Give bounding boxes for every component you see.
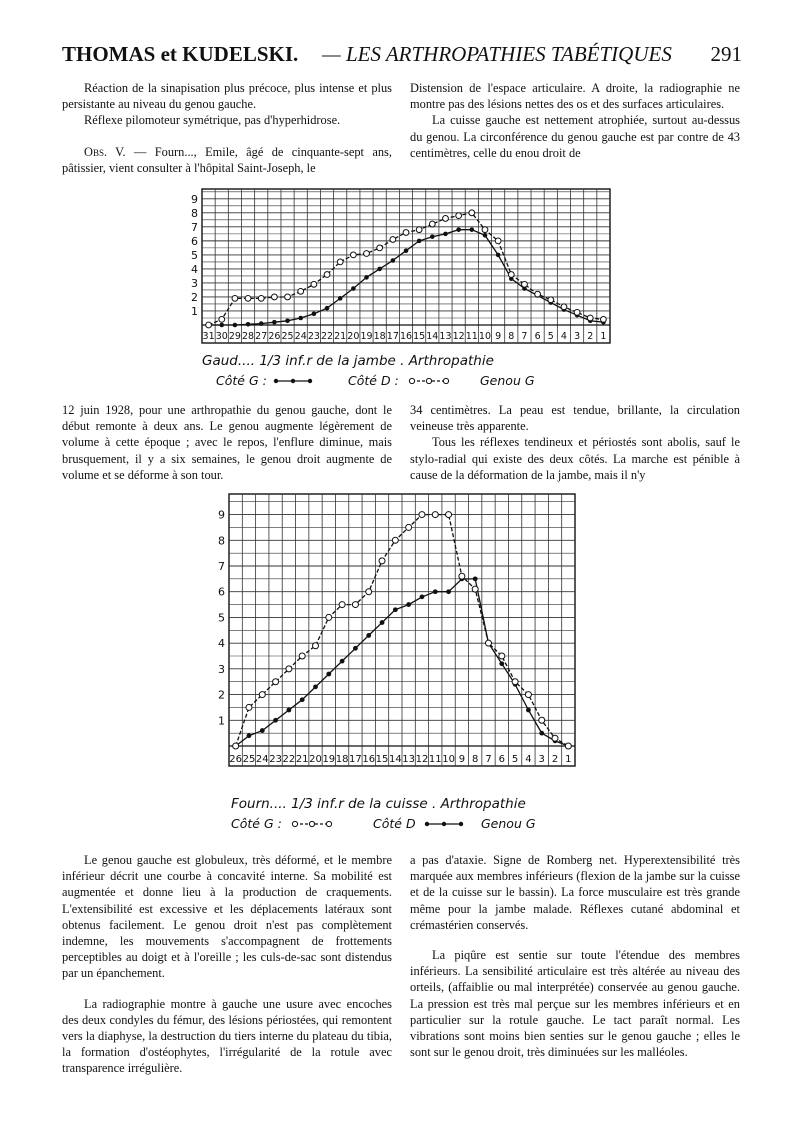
legend-marker-open <box>326 821 331 826</box>
data-point-open <box>499 653 505 659</box>
y-tick-label: 8 <box>218 534 225 548</box>
data-point-filled <box>404 248 409 253</box>
y-tick-label: 7 <box>191 220 198 234</box>
data-point-filled <box>340 659 345 664</box>
data-point-open <box>259 692 265 698</box>
x-tick-label: 7 <box>485 754 492 765</box>
y-tick-label: 5 <box>191 248 198 262</box>
data-point-open <box>219 316 225 322</box>
data-point-open <box>352 602 358 608</box>
legend-marker-filled <box>442 822 446 826</box>
data-point-filled <box>456 227 461 232</box>
data-point-open <box>286 666 292 672</box>
x-tick-label: 10 <box>478 331 492 342</box>
data-point-open <box>482 227 488 233</box>
data-point-open <box>377 245 383 251</box>
y-tick-label: 8 <box>191 206 198 220</box>
data-point-filled <box>499 661 504 666</box>
x-tick-label: 21 <box>334 331 347 342</box>
data-point-filled <box>247 733 252 738</box>
data-point-open <box>469 210 475 216</box>
x-tick-label: 30 <box>215 331 228 342</box>
paragraph: Le genou gauche est globuleux, très déformé, et le membre inférieur décrit une courbe à concavité interne. Sa mobilité est augmentée et donne lieu à la production de craquements. L'extensibilité est excessive et les déplacements latéraux sont obtenus facilement. Le genou droit n'est pas complètement indemne, les mouvements s'accompagnent de frottements perceptibles au doigt et à l'oreille ; les culs-de-sac sont distendus par un épanchement. <box>62 853 392 981</box>
paragraph: 12 juin 1928, pour une arthropathie du genou gauche, dont le début remonte à deux ans. Le genou augmente légèrement de volume à cette époque ; avec le repos, l'enflure diminue, mais brusquement, il y a six semaines, le genou droit augmente de volume et se déforme à son tour. <box>62 403 392 482</box>
data-point-open <box>548 297 554 303</box>
x-tick-label: 2 <box>551 754 559 765</box>
data-point-open <box>512 679 518 685</box>
page-number: 291 <box>710 42 742 66</box>
data-point-filled <box>353 646 358 651</box>
x-tick-label: 31 <box>202 331 215 342</box>
data-point-filled <box>417 239 422 244</box>
x-tick-label: 9 <box>495 331 502 342</box>
data-point-open <box>206 322 212 328</box>
data-point-filled <box>219 323 224 328</box>
data-point-open <box>298 288 304 294</box>
middle-left-column <box>62 402 392 483</box>
y-tick-label: 4 <box>218 637 225 651</box>
data-point-open <box>525 692 531 698</box>
data-point-open <box>565 743 571 749</box>
paragraph-obs <box>62 144 392 176</box>
data-point-open <box>446 512 452 518</box>
data-point-filled <box>351 286 356 291</box>
data-point-filled <box>420 594 425 599</box>
paragraph: Réaction de la sinapisation plus précoce, plus intense et plus persistante au niveau du genou gauche. <box>62 81 392 112</box>
data-point-filled <box>326 672 331 677</box>
data-point-filled <box>312 311 317 316</box>
y-tick-label: 3 <box>218 662 225 676</box>
legend-marker-open <box>309 821 314 826</box>
legend-marker-filled <box>274 379 278 383</box>
data-point-open <box>324 272 330 278</box>
bottom-right-column <box>410 852 740 1060</box>
paragraph: Distension de l'espace articulaire. A droite, la radiographie ne montre pas des lésions nettes des os et des surfaces articulaires. <box>410 81 740 112</box>
data-point-open <box>472 586 478 592</box>
legend-label-left: Côté G : <box>216 373 267 388</box>
data-point-open <box>522 281 528 287</box>
data-point-open <box>459 573 465 579</box>
x-tick-label: 27 <box>255 331 268 342</box>
data-point-open <box>429 221 435 227</box>
data-point-filled <box>286 708 291 713</box>
legend-marker-open <box>409 378 414 383</box>
data-point-open <box>535 291 541 297</box>
legend-marker-filled <box>291 379 295 383</box>
x-tick-label: 7 <box>521 331 528 342</box>
x-tick-label: 5 <box>547 331 554 342</box>
data-point-open <box>587 315 593 321</box>
data-point-filled <box>285 318 290 323</box>
data-point-filled <box>300 697 305 702</box>
data-point-open <box>456 213 462 219</box>
data-point-open <box>350 252 356 258</box>
paragraph: 34 centimètres. La peau est tendue, brillante, la circulation veineuse très apparente. <box>410 403 740 434</box>
x-tick-label: 1 <box>600 331 607 342</box>
data-point-filled <box>539 731 544 736</box>
y-tick-label: 6 <box>191 234 198 248</box>
data-point-filled <box>430 234 435 239</box>
x-tick-label: 14 <box>388 754 402 765</box>
x-tick-label: 2 <box>587 331 594 342</box>
data-point-open <box>313 643 319 649</box>
chart-frame <box>202 189 610 343</box>
x-tick-label: 20 <box>347 331 360 342</box>
paragraph: La piqûre est sentie sur toute l'étendue des membres inférieurs. La sensibilité articulaire est très altérée au niveau des orteils, (affaiblie ou mal interprétée) conservée au genou gauche. La pression est très mal perçue sur les membres inférieurs et en particulier sur la rotule gauche. Le tact paraît normal. Les vibrations sont moins bien senties sur le genou gauche ; elles le sont sur le genou droit, très diminuées sur les malléoles. <box>410 948 740 1060</box>
x-tick-label: 25 <box>281 331 294 342</box>
x-tick-label: 14 <box>426 331 439 342</box>
x-tick-label: 11 <box>428 754 442 765</box>
x-tick-label: 6 <box>498 754 505 765</box>
data-point-filled <box>380 620 385 625</box>
data-point-filled <box>260 728 265 733</box>
legend-end-label: Genou G <box>480 373 535 388</box>
paragraph: a pas d'ataxie. Signe de Romberg net. Hyperextensibilité très marquée aux membres inférieurs (flexion de la jambe sur la cuisse et de la cuisse sur le bassin). La force musculaire est très grande même pour la jambe malade. Réflexes cutané abdominal et crémastérien conservés. <box>410 853 740 932</box>
x-tick-label: 8 <box>508 331 515 342</box>
data-point-filled <box>473 576 478 581</box>
data-point-filled <box>313 684 318 689</box>
data-point-filled <box>366 633 371 638</box>
legend-marker-filled <box>425 822 429 826</box>
data-point-filled <box>496 253 501 258</box>
data-point-open <box>508 272 514 278</box>
obs-label: Obs. V. <box>84 144 126 159</box>
top-left-column <box>62 80 392 176</box>
data-point-filled <box>298 316 303 321</box>
data-point-open <box>443 216 449 222</box>
x-tick-label: 23 <box>269 754 282 765</box>
data-point-filled <box>393 607 398 612</box>
legend-marker-open <box>292 821 297 826</box>
header-authors: THOMAS et KUDELSKI. <box>62 42 299 66</box>
data-point-open <box>271 294 277 300</box>
x-tick-label: 17 <box>386 331 399 342</box>
x-tick-label: 20 <box>309 754 322 765</box>
x-tick-label: 18 <box>335 754 349 765</box>
data-point-filled <box>259 321 264 326</box>
chart-title: Fourn.... 1/3 inf.r de la cuisse . Arthropathie <box>231 796 526 812</box>
legend-marker-filled <box>308 379 312 383</box>
paragraph: La radiographie montre à gauche une usure avec encoches des deux condyles du fémur, des lésions périostées, qui remontent vers la diaphyse, la destruction du tiers interne du plateau du tibia, la formation d'ostéophytes, l'irrégularité de la rotule avec transparence irrégulière. <box>62 996 392 1076</box>
x-tick-label: 22 <box>282 754 296 765</box>
data-point-filled <box>406 602 411 607</box>
data-point-filled <box>273 718 278 723</box>
x-tick-label: 19 <box>360 331 373 342</box>
data-point-filled <box>246 322 251 327</box>
obs-text: — Fourn..., Emile, âgé de cinquante-sept ans, pâtissier, vient consulter à l'hôpital Saint-Joseph, le <box>62 144 392 175</box>
x-tick-label: 24 <box>294 331 307 342</box>
legend-marker-filled <box>459 822 463 826</box>
data-point-filled <box>433 589 438 594</box>
data-point-open <box>285 294 291 300</box>
chart-title: Gaud.... 1/3 inf.r de la jambe . Arthropathie <box>202 353 494 369</box>
y-tick-label: 1 <box>218 714 225 728</box>
data-point-open <box>495 238 501 244</box>
header-dash: — <box>322 42 341 66</box>
paragraph: Tous les réflexes tendineux et périostés sont abolis, sauf le stylo-radial qui existe des deux côtés. La marche est pénible à cause de la déformation de la jambe, mais il n'y <box>410 435 740 482</box>
data-point-open <box>561 304 567 310</box>
data-point-open <box>299 653 305 659</box>
y-tick-label: 1 <box>191 304 198 318</box>
y-tick-label: 3 <box>191 276 198 290</box>
y-tick-label: 2 <box>191 290 198 304</box>
x-tick-label: 24 <box>255 754 269 765</box>
y-tick-label: 4 <box>191 262 198 276</box>
data-point-filled <box>446 589 451 594</box>
legend-label-right: Côté D <box>373 816 416 831</box>
data-point-filled <box>470 227 475 232</box>
paragraph: La cuisse gauche est nettement atrophiée, surtout au-dessus du genou. La circonférence du genou gauche est par contre de 43 centimètres, celle du enou droit de <box>410 113 740 160</box>
data-point-open <box>379 558 385 564</box>
x-tick-label: 10 <box>442 754 455 765</box>
data-point-open <box>273 679 279 685</box>
x-tick-label: 12 <box>415 754 429 765</box>
paragraph: Réflexe pilomoteur symétrique, pas d'hyperhidrose. <box>84 113 341 128</box>
data-point-open <box>366 589 372 595</box>
chart-gaud-svg <box>180 185 620 400</box>
data-point-open <box>601 316 607 322</box>
data-point-open <box>416 227 422 233</box>
y-tick-label: 2 <box>218 688 225 702</box>
x-tick-label: 3 <box>574 331 581 342</box>
data-point-filled <box>364 275 369 280</box>
data-point-open <box>364 251 370 257</box>
header-title <box>322 42 672 67</box>
data-point-filled <box>233 323 238 328</box>
data-point-open <box>486 640 492 646</box>
legend-end-label: Genou G <box>481 816 536 831</box>
x-tick-label: 25 <box>242 754 256 765</box>
data-point-open <box>232 295 238 301</box>
legend-label-right: Côté D : <box>348 373 399 388</box>
x-tick-label: 4 <box>560 331 567 342</box>
x-tick-label: 13 <box>439 331 452 342</box>
x-tick-label: 5 <box>511 754 519 765</box>
data-point-filled <box>377 267 382 272</box>
data-point-open <box>552 735 558 741</box>
legend-marker-open <box>426 378 431 383</box>
data-point-open <box>432 512 438 518</box>
y-tick-label: 6 <box>218 585 225 599</box>
data-point-open <box>311 281 317 287</box>
data-point-open <box>419 512 425 518</box>
y-tick-label: 5 <box>218 611 225 625</box>
x-tick-label: 18 <box>373 331 386 342</box>
x-tick-label: 15 <box>413 331 426 342</box>
x-tick-label: 23 <box>307 331 320 342</box>
middle-right-column <box>410 402 740 483</box>
data-point-open <box>403 230 409 236</box>
data-point-open <box>406 524 412 530</box>
data-point-filled <box>526 708 531 713</box>
x-tick-label: 15 <box>375 754 389 765</box>
data-point-open <box>326 614 332 620</box>
top-right-column <box>410 80 740 161</box>
data-point-open <box>337 259 343 265</box>
x-tick-label: 6 <box>534 331 541 342</box>
x-tick-label: 19 <box>322 754 336 765</box>
y-tick-label: 7 <box>218 560 225 573</box>
x-tick-label: 13 <box>402 754 416 765</box>
legend-marker-open <box>443 378 448 383</box>
data-point-open <box>339 602 345 608</box>
data-point-open <box>390 237 396 243</box>
x-tick-label: 29 <box>228 331 241 342</box>
header-title-text: LES ARTHROPATHIES TABÉTIQUES <box>345 42 672 66</box>
chart-fourn <box>205 490 595 840</box>
data-point-open <box>539 717 545 723</box>
x-tick-label: 8 <box>472 754 479 765</box>
chart-fourn-svg <box>205 490 595 840</box>
data-point-open <box>245 295 251 301</box>
x-tick-label: 22 <box>320 331 334 342</box>
data-point-open <box>258 295 264 301</box>
x-tick-label: 3 <box>538 754 545 765</box>
y-tick-label: 9 <box>218 508 225 522</box>
data-point-open <box>246 704 252 710</box>
x-tick-label: 21 <box>295 754 309 765</box>
legend-label-left: Côté G : <box>231 816 282 831</box>
running-header <box>62 42 742 72</box>
x-tick-label: 16 <box>399 331 413 342</box>
data-point-open <box>574 309 580 315</box>
x-tick-label: 11 <box>465 331 478 342</box>
data-point-filled <box>483 233 488 238</box>
data-point-filled <box>391 258 396 263</box>
data-point-filled <box>338 296 343 301</box>
x-tick-label: 12 <box>452 331 465 342</box>
chart-gaud <box>180 185 620 400</box>
data-point-open <box>392 537 398 543</box>
x-tick-label: 28 <box>242 331 255 342</box>
x-tick-label: 17 <box>349 754 362 765</box>
data-point-filled <box>443 232 448 237</box>
data-point-filled <box>325 306 330 311</box>
x-tick-label: 26 <box>229 754 243 765</box>
x-tick-label: 26 <box>268 331 281 342</box>
data-point-filled <box>272 320 277 325</box>
x-tick-label: 4 <box>525 754 532 765</box>
y-tick-label: 9 <box>191 192 198 206</box>
data-point-open <box>233 743 239 749</box>
x-tick-label: 16 <box>362 754 376 765</box>
x-tick-label: 9 <box>458 754 466 765</box>
x-tick-label: 1 <box>565 754 572 765</box>
bottom-left-column <box>62 852 392 1077</box>
